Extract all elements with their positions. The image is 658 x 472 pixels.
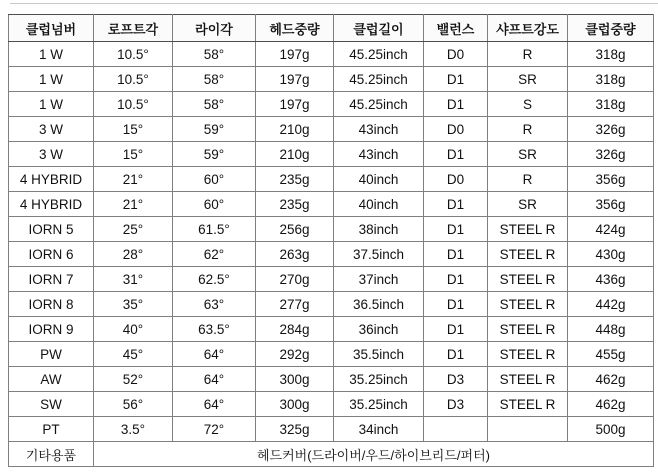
table-row [9,317,654,342]
table-cell: 318g [568,92,654,117]
table-cell: SR [488,67,568,92]
table-cell: 60° [173,167,256,192]
table-cell: 35.5inch [334,342,424,367]
column-header-head-weight: 헤드중량 [256,15,334,42]
table-cell: 37inch [334,267,424,292]
table-cell: 28° [94,242,173,267]
table-cell: R [488,117,568,142]
table-row [9,242,654,267]
table-cell: 300g [256,367,334,392]
table-cell: 462g [568,367,654,392]
table-cell: 430g [568,242,654,267]
table-cell: 59° [173,117,256,142]
table-cell: 325g [256,417,334,442]
table-row [9,292,654,317]
table-cell: 58° [173,67,256,92]
column-header-lie-angle: 라이각 [173,15,256,42]
table-cell: 356g [568,167,654,192]
table-cell: 256g [256,217,334,242]
table-cell: 34inch [334,417,424,442]
table-cell: STEEL R [488,392,568,417]
table-cell: D1 [424,92,488,117]
table-row [9,142,654,167]
table-cell: D1 [424,267,488,292]
table-cell: D0 [424,117,488,142]
table-cell: 62.5° [173,267,256,292]
table-cell: D1 [424,242,488,267]
table-cell: 197g [256,67,334,92]
table-cell: IORN 5 [9,217,94,242]
table-cell: 4 HYBRID [9,167,94,192]
table-row [9,92,654,117]
footer-label: 기타용품 [9,442,94,467]
table-row [9,67,654,92]
table-cell: 235g [256,167,334,192]
table-cell: IORN 7 [9,267,94,292]
table-row [9,117,654,142]
table-cell: IORN 8 [9,292,94,317]
table-cell: 1 W [9,42,94,67]
column-header-club-length: 클럽길이 [334,15,424,42]
table-cell: 36.5inch [334,292,424,317]
table-row [9,367,654,392]
table-cell: R [488,42,568,67]
table-row [9,217,654,242]
table-cell: SR [488,192,568,217]
table-cell: 52° [94,367,173,392]
table-cell: 35.25inch [334,392,424,417]
table-cell: 318g [568,42,654,67]
table-cell: D1 [424,192,488,217]
table-cell: 43inch [334,117,424,142]
top-divider [10,3,658,4]
table-cell: 64° [173,342,256,367]
table-cell: 45.25inch [334,92,424,117]
table-cell: 36inch [334,317,424,342]
table-cell: STEEL R [488,367,568,392]
spec-table-footer [9,442,654,467]
table-cell: 59° [173,142,256,167]
table-cell: IORN 9 [9,317,94,342]
column-header-balance: 밸런스 [424,15,488,42]
table-cell: 35° [94,292,173,317]
table-cell: 45.25inch [334,67,424,92]
column-header-shaft-flex: 샤프트강도 [488,15,568,42]
table-cell: 40inch [334,192,424,217]
table-cell: 318g [568,67,654,92]
table-cell: STEEL R [488,242,568,267]
table-cell: 64° [173,367,256,392]
table-cell: 63° [173,292,256,317]
table-cell [424,417,488,442]
table-cell: 56° [94,392,173,417]
table-cell: 4 HYBRID [9,192,94,217]
table-cell: 21° [94,192,173,217]
table-cell: 1 W [9,92,94,117]
table-cell: 37.5inch [334,242,424,267]
table-cell: 60° [173,192,256,217]
table-cell: 442g [568,292,654,317]
footer-value: 헤드커버(드라이버/우드/하이브리드/퍼터) [94,442,654,467]
table-cell: D3 [424,392,488,417]
table-row [9,342,654,367]
table-row [9,417,654,442]
table-cell: 197g [256,42,334,67]
table-cell: 21° [94,167,173,192]
table-cell: 3.5° [94,417,173,442]
header-row [9,15,654,42]
table-cell: 58° [173,92,256,117]
column-header-club-number: 클럽넘버 [9,15,94,42]
footer-row [9,442,654,467]
table-cell: 62° [173,242,256,267]
table-cell: 263g [256,242,334,267]
table-cell: 326g [568,142,654,167]
table-cell: 64° [173,392,256,417]
table-row [9,167,654,192]
table-cell: 448g [568,317,654,342]
table-row [9,267,654,292]
table-cell: STEEL R [488,267,568,292]
table-cell: SR [488,142,568,167]
table-cell: 3 W [9,142,94,167]
table-cell: 38inch [334,217,424,242]
table-cell: D0 [424,167,488,192]
table-cell: PW [9,342,94,367]
table-cell: 300g [256,392,334,417]
table-cell: 61.5° [173,217,256,242]
column-header-club-weight: 클럽중량 [568,15,654,42]
table-row [9,392,654,417]
table-cell: SW [9,392,94,417]
table-cell: D1 [424,67,488,92]
table-cell: 35.25inch [334,367,424,392]
table-cell [488,417,568,442]
table-cell: 210g [256,142,334,167]
table-cell: 210g [256,117,334,142]
table-cell: STEEL R [488,342,568,367]
table-row [9,192,654,217]
table-cell: D1 [424,317,488,342]
table-cell: 235g [256,192,334,217]
table-cell: 462g [568,392,654,417]
table-cell: 58° [173,42,256,67]
table-cell: D1 [424,292,488,317]
table-cell: 15° [94,142,173,167]
table-cell: 500g [568,417,654,442]
table-cell: 424g [568,217,654,242]
table-cell: 436g [568,267,654,292]
spec-table-body [9,42,654,442]
table-cell: 45° [94,342,173,367]
table-cell: 40inch [334,167,424,192]
table-cell: 45.25inch [334,42,424,67]
table-cell: 31° [94,267,173,292]
table-cell: IORN 6 [9,242,94,267]
table-cell: 292g [256,342,334,367]
table-cell: D1 [424,217,488,242]
table-cell: 10.5° [94,92,173,117]
table-cell: 43inch [334,142,424,167]
table-cell: R [488,167,568,192]
spec-table-header [9,15,654,42]
table-cell: STEEL R [488,317,568,342]
table-cell: AW [9,367,94,392]
table-cell: 284g [256,317,334,342]
table-cell: 277g [256,292,334,317]
table-cell: S [488,92,568,117]
table-cell: 63.5° [173,317,256,342]
table-cell: D1 [424,142,488,167]
table-cell: D0 [424,42,488,67]
table-cell: PT [9,417,94,442]
table-cell: 326g [568,117,654,142]
table-cell: STEEL R [488,217,568,242]
table-row [9,42,654,67]
table-cell: 1 W [9,67,94,92]
club-spec-table [8,14,654,467]
table-cell: 3 W [9,117,94,142]
table-cell: STEEL R [488,292,568,317]
column-header-loft-angle: 로프트각 [94,15,173,42]
table-cell: 40° [94,317,173,342]
table-cell: 356g [568,192,654,217]
table-cell: 10.5° [94,42,173,67]
table-cell: 270g [256,267,334,292]
table-cell: 10.5° [94,67,173,92]
table-cell: 455g [568,342,654,367]
table-cell: 197g [256,92,334,117]
table-cell: D1 [424,342,488,367]
table-cell: 25° [94,217,173,242]
table-cell: D3 [424,367,488,392]
table-cell: 72° [173,417,256,442]
table-cell: 15° [94,117,173,142]
